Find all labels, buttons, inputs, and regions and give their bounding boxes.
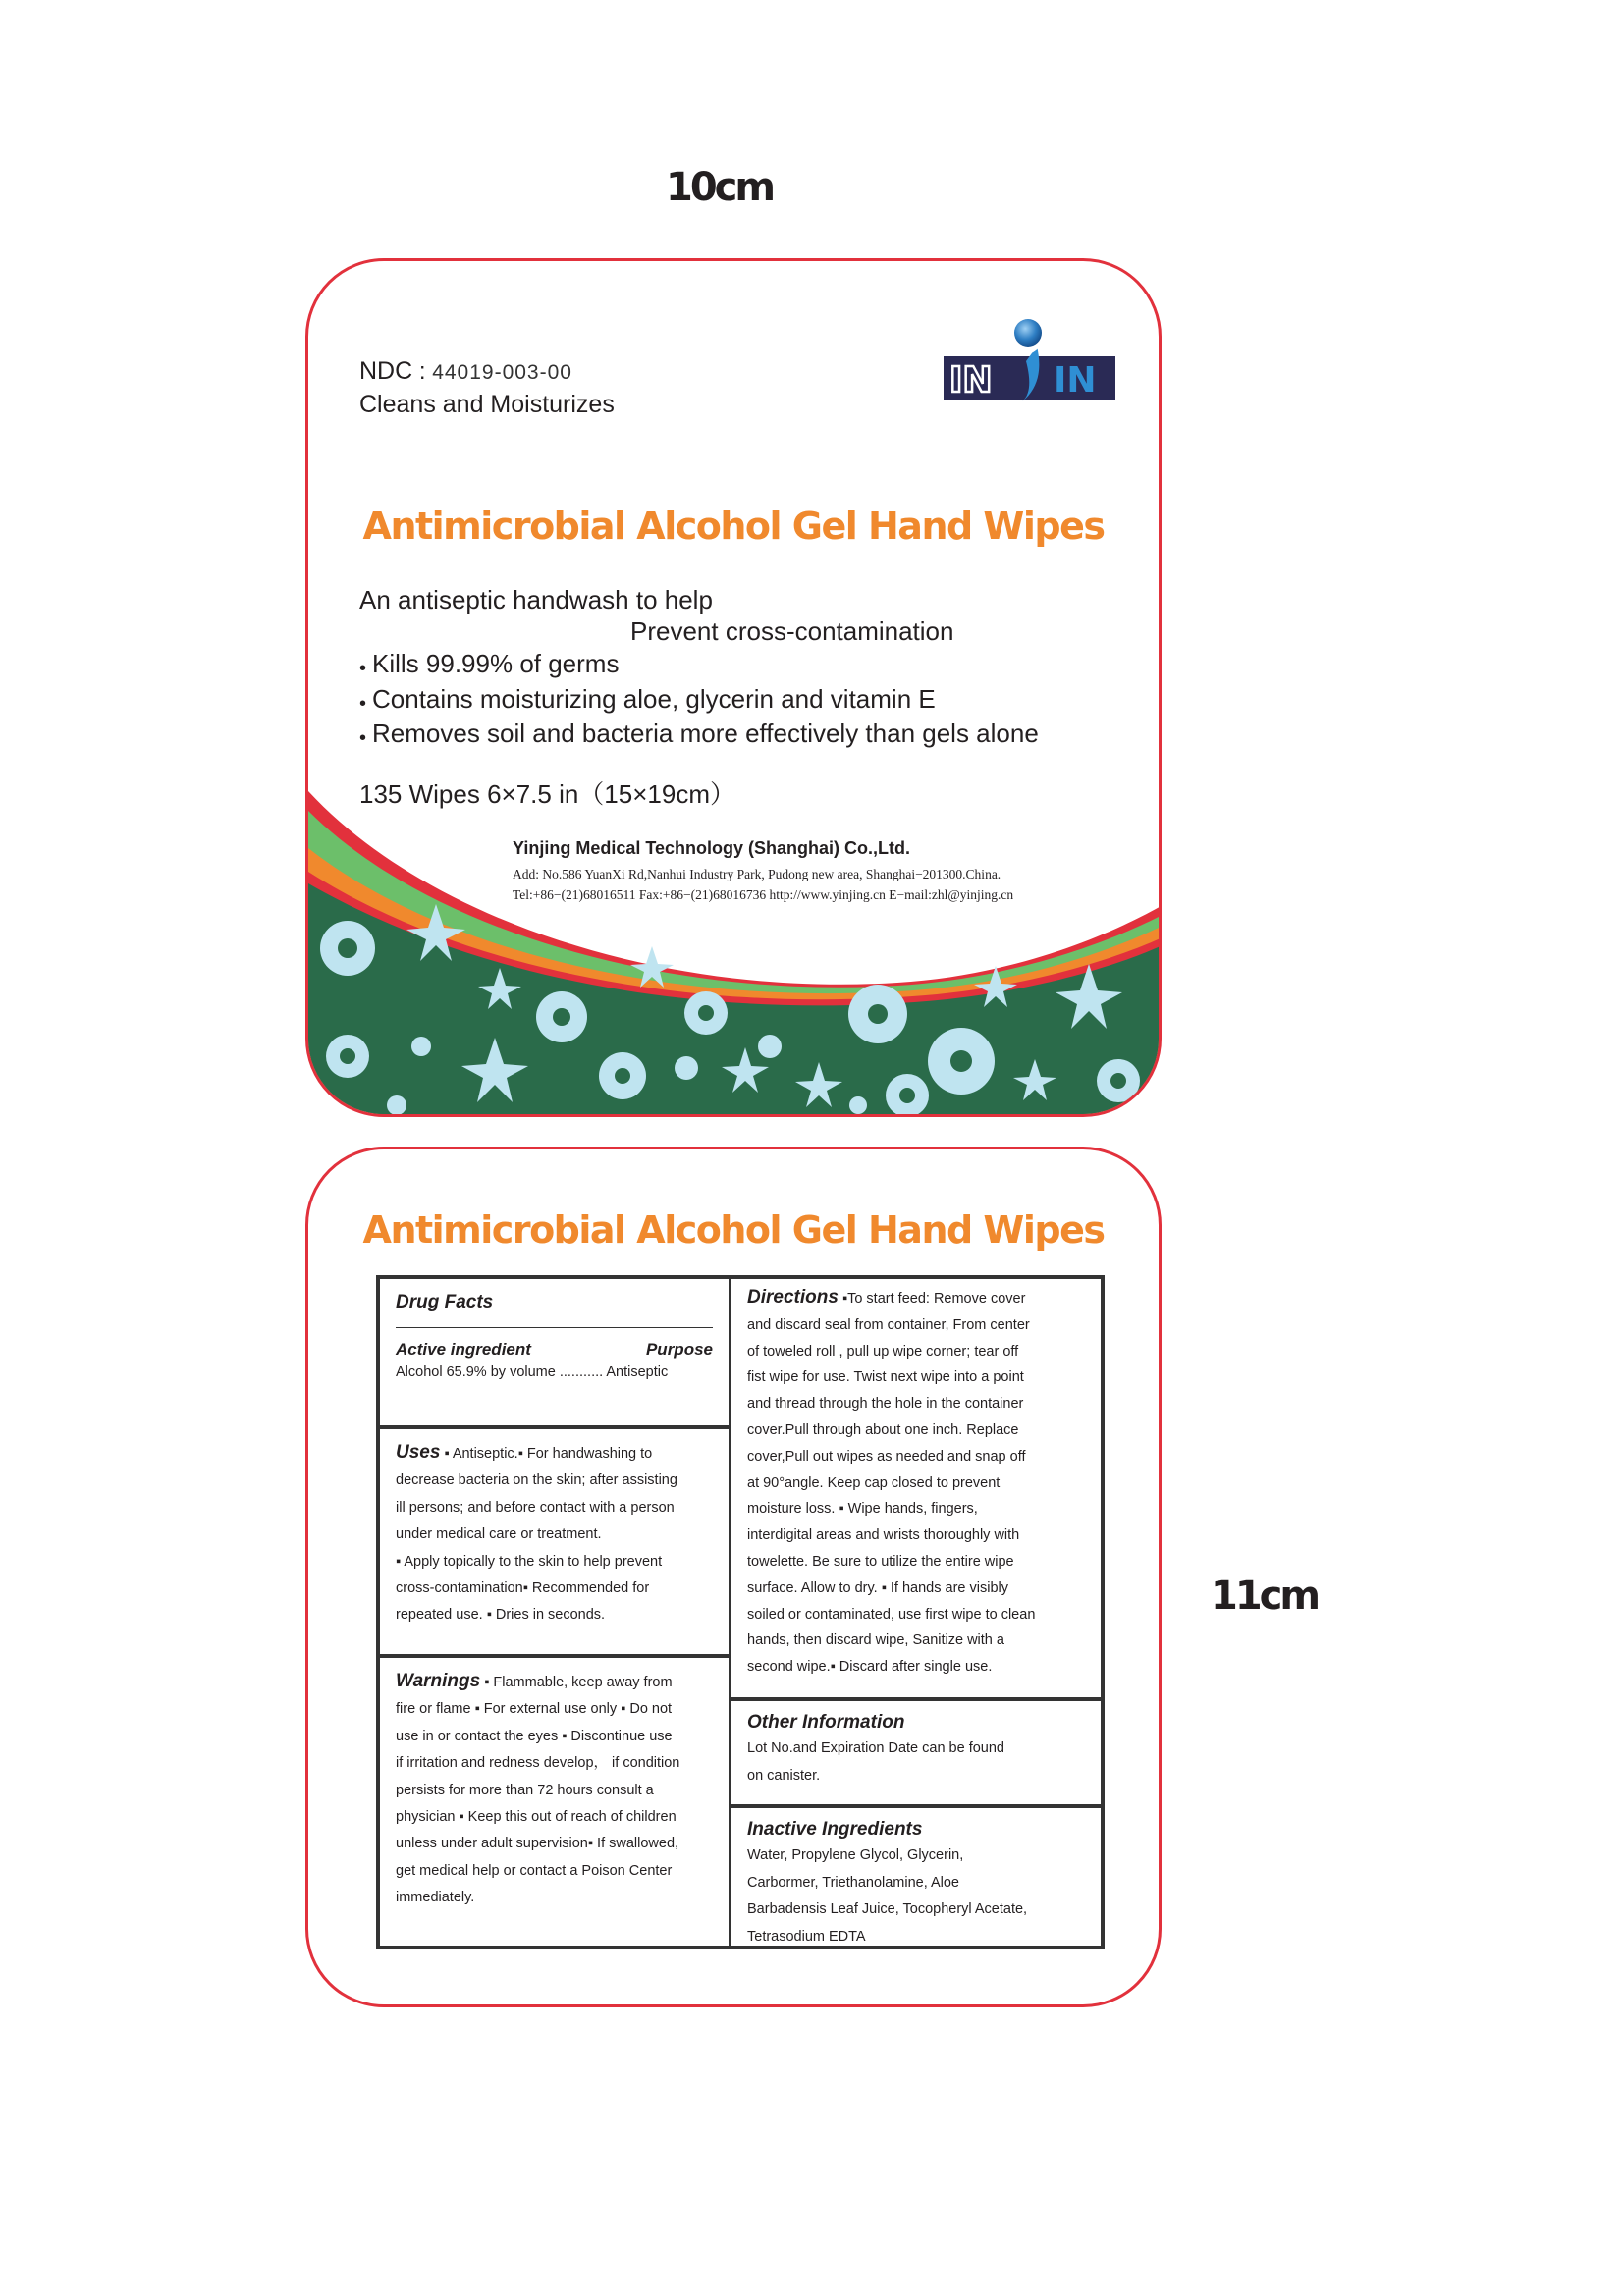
flower-icon [411, 1037, 431, 1056]
flower-icon [848, 985, 907, 1043]
drug-facts-left-column [380, 1279, 731, 1946]
flower-icon [928, 1028, 995, 1095]
benefit-item: • Removes soil and bacteria more effectively than gels alone [359, 718, 1039, 753]
inactive-ingredients-line: Tetrasodium EDTA [747, 1928, 866, 1945]
warnings-line: fire or flame ▪ For external use only ▪ Do not [396, 1701, 673, 1718]
yinjin-logo-icon [944, 317, 1115, 405]
other-information-heading: Other Information [747, 1712, 905, 1733]
back-label-panel [305, 1147, 1162, 2007]
flower-icon [886, 1074, 929, 1117]
product-title: Antimicrobial Alcohol Gel Hand Wipes [362, 1208, 1105, 1252]
product-claim: Cleans and Moisturizes [359, 391, 615, 418]
directions-line: and thread through the hole in the container [747, 1396, 1024, 1413]
ndc-separator: : [412, 358, 433, 385]
inactive-ingredients-line: Barbadensis Leaf Juice, Tocopheryl Acetate, [747, 1901, 1028, 1918]
warnings-line: physician ▪ Keep this out of reach of children [396, 1809, 677, 1826]
wipe-count-size: 135 Wipes 6×7.5 in（15×19cm） [359, 779, 735, 809]
warnings-heading: Warnings [396, 1671, 481, 1691]
height-dimension-label: 11cm [1211, 1574, 1319, 1619]
logo-text-left: IN [949, 360, 993, 400]
flower-icon [758, 1035, 782, 1058]
directions-line: interdigital areas and wrists thoroughly with [747, 1527, 1020, 1544]
company-name: Yinjing Medical Technology (Shanghai) Co.,Ltd. [513, 838, 910, 858]
inactive-ingredients-line: Water, Propylene Glycol, Glycerin, [747, 1847, 964, 1864]
directions-line: surface. Allow to dry. ▪ If hands are visibly [747, 1579, 1008, 1596]
flower-icon [320, 921, 375, 976]
directions-line: moisture loss. ▪ Wipe hands, fingers, [747, 1501, 978, 1518]
flower-icon [326, 1035, 369, 1078]
uses-line: under medical care or treatment. [396, 1526, 602, 1543]
company-contact: Tel:+86−(21)68016511 Fax:+86−(21)68016736 http://www.yinjing.cn E−mail:zhl@yinjing.cn [513, 887, 1014, 902]
purpose-label: Purpose [645, 1340, 713, 1360]
uses-line: decrease bacteria on the skin; after assisting [396, 1472, 677, 1489]
tagline-line-2: Prevent cross-contamination [630, 616, 954, 646]
width-dimension-label: 10cm [666, 165, 774, 210]
warnings-line: immediately. [396, 1890, 475, 1906]
company-address: Add: No.586 YuanXi Rd,Nanhui Industry Park, Pudong new area, Shanghai−201300.China. [513, 867, 1001, 881]
directions-line: and discard seal from container, From center [747, 1316, 1030, 1333]
uses-line: ill persons; and before contact with a person [396, 1499, 675, 1516]
uses-line: ▪ Antiseptic.▪ For handwashing to [440, 1446, 653, 1462]
warnings-line: get medical help or contact a Poison Center [396, 1862, 673, 1879]
benefit-item: • Kills 99.99% of germs [359, 648, 1039, 683]
active-ingredient-line: Alcohol 65.9% by volume ........... Antiseptic [396, 1364, 669, 1381]
drug-facts-header-section [380, 1279, 729, 1425]
directions-line: cover.Pull through about one inch. Replace [747, 1421, 1019, 1438]
warnings-line: ▪ Flammable, keep away from [480, 1675, 673, 1690]
drug-facts-table [376, 1275, 1105, 1949]
flower-icon [684, 991, 728, 1035]
ndc-code [359, 357, 572, 386]
directions-section [731, 1279, 1101, 1697]
divider [396, 1327, 713, 1328]
uses-line: cross-contamination▪ Recommended for [396, 1580, 650, 1597]
ndc-number: 44019-003-00 [432, 361, 572, 384]
drug-facts-right-column [731, 1279, 1101, 1946]
floral-band-decoration [308, 732, 1162, 1117]
flower-icon [1097, 1059, 1140, 1102]
flower-icon [849, 1096, 867, 1114]
product-title: Antimicrobial Alcohol Gel Hand Wipes [362, 505, 1105, 548]
ndc-label: NDC [359, 357, 413, 385]
inactive-ingredients-section [731, 1804, 1101, 1946]
flower-icon [675, 1056, 698, 1080]
active-ingredient-label: Active ingredient [396, 1340, 531, 1360]
uses-line: ▪ Apply topically to the skin to help prevent [396, 1553, 663, 1570]
flower-icon [599, 1052, 646, 1099]
directions-line: hands, then discard wipe, Sanitize with a [747, 1632, 1004, 1649]
directions-line: of toweled roll , pull up wipe corner; tear off [747, 1343, 1019, 1360]
other-information-line: on canister. [747, 1767, 821, 1784]
inactive-ingredients-line: Carbormer, Triethanolamine, Aloe [747, 1874, 959, 1891]
flower-icon [387, 1095, 406, 1115]
directions-line: fist wipe for use. Twist next wipe into a point [747, 1369, 1024, 1386]
directions-line: ▪To start feed: Remove cover [838, 1291, 1026, 1307]
other-information-line: Lot No.and Expiration Date can be found [747, 1740, 1004, 1757]
flower-icon [536, 991, 587, 1042]
inactive-ingredients-heading: Inactive Ingredients [747, 1819, 923, 1840]
tagline-line-1: An antiseptic handwash to help [359, 585, 713, 614]
warnings-section [380, 1654, 729, 1946]
directions-line: second wipe.▪ Discard after single use. [747, 1659, 993, 1676]
directions-line: soiled or contaminated, use first wipe to clean [747, 1606, 1036, 1623]
directions-line: at 90°angle. Keep cap closed to prevent [747, 1474, 1001, 1491]
uses-line: repeated use. ▪ Dries in seconds. [396, 1607, 606, 1624]
warnings-line: persists for more than 72 hours consult a [396, 1782, 654, 1798]
logo-text-right: IN [1054, 360, 1097, 400]
warnings-line: if irritation and redness develop， if condition [396, 1755, 680, 1772]
drug-facts-heading: Drug Facts [396, 1292, 494, 1312]
warnings-line: unless under adult supervision▪ If swallowed, [396, 1836, 679, 1852]
other-information-section [731, 1697, 1101, 1804]
directions-heading: Directions [747, 1287, 839, 1308]
directions-line: cover,Pull out wipes as needed and snap off [747, 1448, 1026, 1465]
front-label-panel [305, 258, 1162, 1117]
benefit-item: • Contains moisturizing aloe, glycerin and vitamin E [359, 683, 1039, 719]
uses-heading: Uses [396, 1442, 441, 1463]
warnings-line: use in or contact the eyes ▪ Discontinue use [396, 1728, 673, 1744]
directions-line: towelette. Be sure to utilize the entire wipe [747, 1553, 1014, 1570]
uses-section [380, 1425, 729, 1654]
